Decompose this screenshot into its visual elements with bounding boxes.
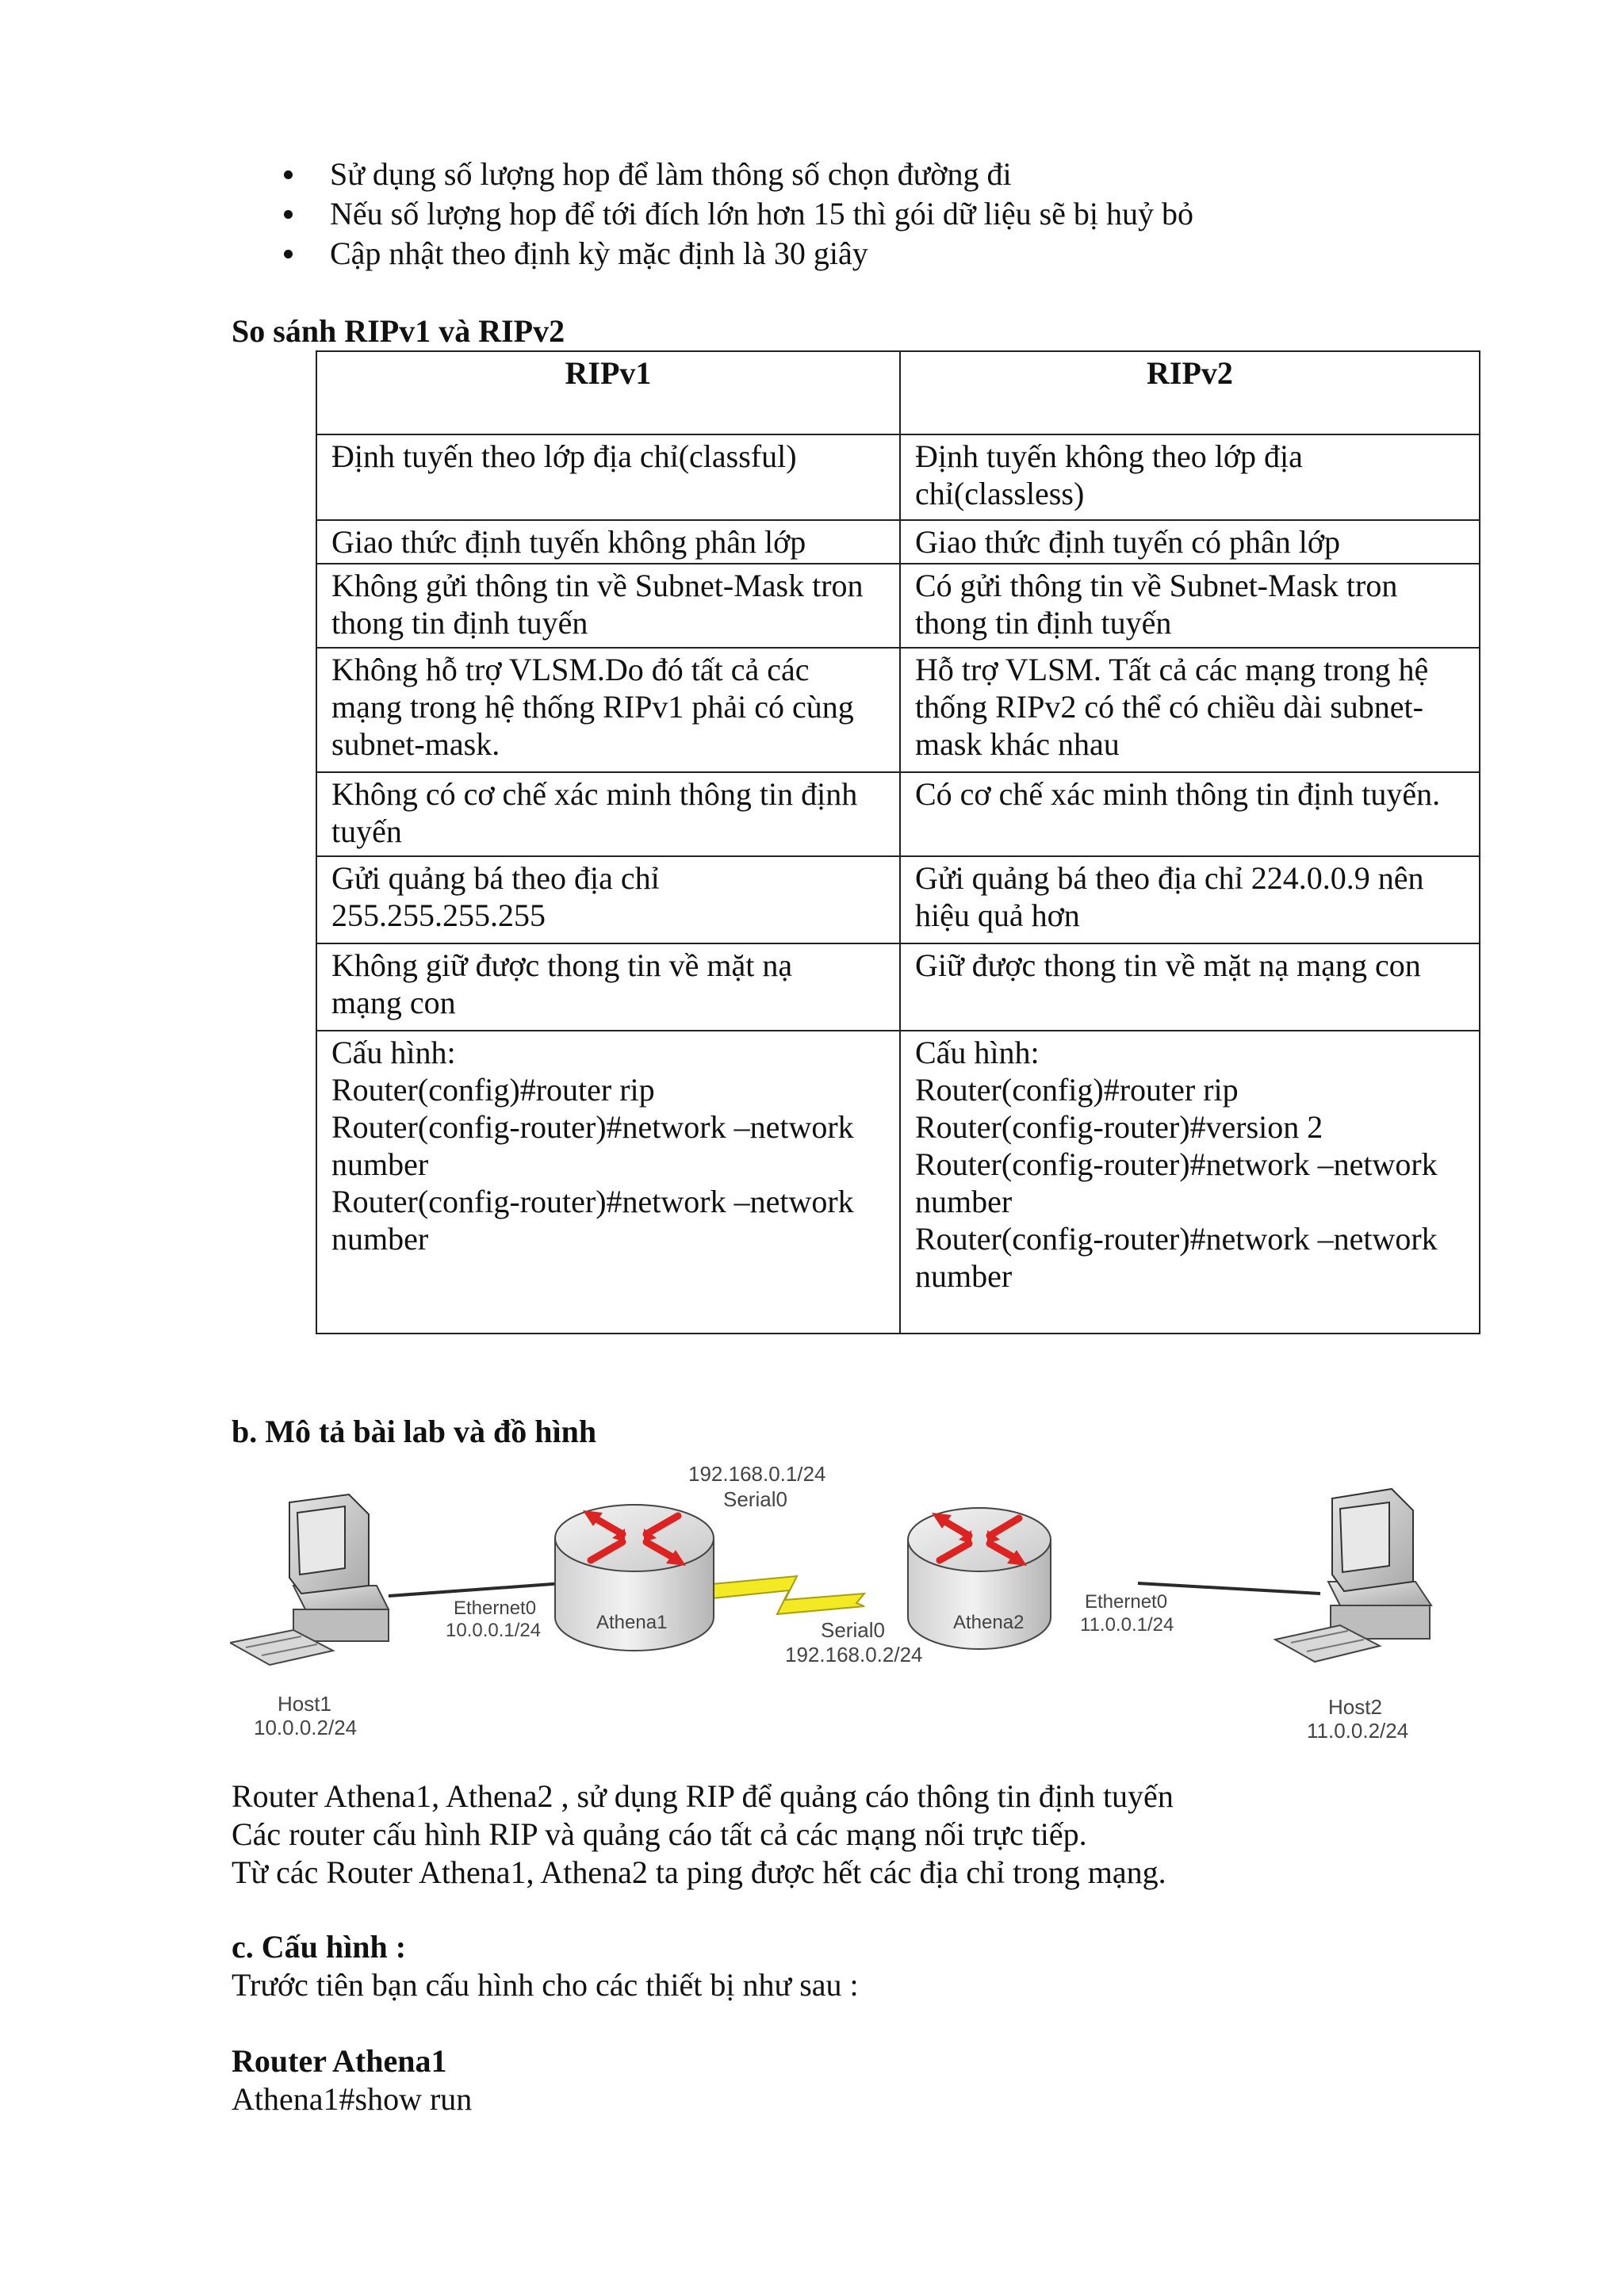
network-topology-diagram (230, 1467, 1467, 1752)
table-cell: Hỗ trợ VLSM. Tất cả các mạng trong hệ thống RIPv2 có thể có chiều dài subnet- mask khác nhau (900, 648, 1480, 772)
table-row (316, 943, 1480, 1031)
bullet-dot-icon (284, 210, 293, 219)
table-cell: Không gửi thông tin về Subnet-Mask tron thong tin định tuyến (316, 564, 900, 648)
bullet-dot-icon (284, 250, 293, 258)
table-cell: Có cơ chế xác minh thông tin định tuyến. (900, 772, 1480, 856)
table-cell: Gửi quảng bá theo địa chỉ 224.0.0.9 nên hiệu quả hơn (900, 856, 1480, 943)
table-cell: Gửi quảng bá theo địa chỉ 255.255.255.255 (316, 856, 900, 943)
bullet-item: Nếu số lượng hop để tới đích lớn hơn 15 thì gói dữ liệu sẽ bị huỷ bỏ (278, 194, 1193, 234)
eth0-right-ip-label: 11.0.0.1/24 (1080, 1614, 1174, 1636)
table-cell: Cấu hình: Router(config)#router rip Router(config-router)#version 2 Router(config-router)#network –network number Router(config-router)#network –network number (900, 1031, 1480, 1334)
top-ip-label: 192.168.0.1/24 (688, 1467, 826, 1486)
host2-name-label: Host2 (1328, 1695, 1382, 1719)
router-athena1-heading: Router Athena1 (232, 2043, 447, 2079)
host2-computer-icon (1275, 1489, 1431, 1662)
eth0-right-label: Ethernet0 (1085, 1591, 1168, 1613)
host1-name-label: Host1 (278, 1692, 331, 1716)
section-c-title: c. Cấu hình : (232, 1929, 407, 1965)
bullet-item: Cập nhật theo định kỳ mặc định là 30 giây (278, 234, 1193, 274)
header-ripv2: RIPv2 (900, 351, 1480, 434)
table-cell: Không có cơ chế xác minh thông tin định tuyến (316, 772, 900, 856)
router2-name-label: Athena2 (953, 1612, 1025, 1633)
bullet-dot-icon (284, 170, 293, 179)
show-run-command: Athena1#show run (232, 2081, 473, 2117)
bullet-item: Sử dụng số lượng hop để làm thông số chọn đường đi (278, 155, 1193, 194)
host1-computer-icon (230, 1494, 389, 1665)
table-row (316, 564, 1480, 648)
table-row (316, 1031, 1480, 1334)
eth0-left-label: Ethernet0 (454, 1598, 537, 1619)
host1-ip-label: 10.0.0.2/24 (254, 1716, 358, 1739)
table-cell: Có gửi thông tin về Subnet-Mask tron thong tin định tuyến (900, 564, 1480, 648)
table-cell: Không giữ được thong tin về mặt nạ mạng con (316, 943, 900, 1031)
table-cell: Định tuyến theo lớp địa chỉ(classful) (316, 434, 900, 520)
table-cell: Không hỗ trợ VLSM.Do đó tất cả các mạng trong hệ thống RIPv1 phải có cùng subnet-mask. (316, 648, 900, 772)
table-cell: Giao thức định tuyến không phân lớp (316, 520, 900, 564)
router1-name-label: Athena1 (596, 1612, 668, 1633)
feature-bullet-list (278, 155, 1193, 274)
table-row (316, 520, 1480, 564)
section-b-title: b. Mô tả bài lab và đồ hình (232, 1414, 597, 1449)
table-row (316, 434, 1480, 520)
section-c-intro: Trước tiên bạn cấu hình cho các thiết bị như sau : (232, 1967, 859, 2003)
eth0-left-ip-label: 10.0.0.1/24 (446, 1620, 542, 1641)
lab-description-line: Router Athena1, Athena2 , sử dụng RIP để quảng cáo thông tin định tuyến (232, 1778, 1174, 1814)
header-ripv1: RIPv1 (316, 351, 900, 434)
lab-description-line: Từ các Router Athena1, Athena2 ta ping được hết các địa chỉ trong mạng. (232, 1854, 1166, 1890)
table-row (316, 772, 1480, 856)
comparison-table (316, 350, 1480, 1334)
table-cell: Giữ được thong tin về mặt nạ mạng con (900, 943, 1480, 1031)
host2-ip-label: 11.0.0.2/24 (1307, 1719, 1409, 1743)
table-cell: Định tuyến không theo lớp địa chỉ(classless) (900, 434, 1480, 520)
lab-description-line: Các router cấu hình RIP và quảng cáo tất cả các mạng nối trực tiếp. (232, 1816, 1087, 1852)
table-header-row (316, 351, 1480, 434)
comparison-title: So sánh RIPv1 và RIPv2 (232, 313, 565, 349)
top-serial-label: Serial0 (723, 1487, 787, 1511)
table-row (316, 648, 1480, 772)
ethernet-link-left (389, 1583, 563, 1596)
table-cell: Cấu hình: Router(config)#router rip Router(config-router)#network –network number Router(config-router)#network –network number (316, 1031, 900, 1334)
bottom-ip-label: 192.168.0.2/24 (785, 1643, 923, 1667)
table-row (316, 856, 1480, 943)
bottom-serial-label: Serial0 (821, 1618, 885, 1642)
table-cell: Giao thức định tuyến có phân lớp (900, 520, 1480, 564)
serial-link-icon (712, 1576, 864, 1614)
